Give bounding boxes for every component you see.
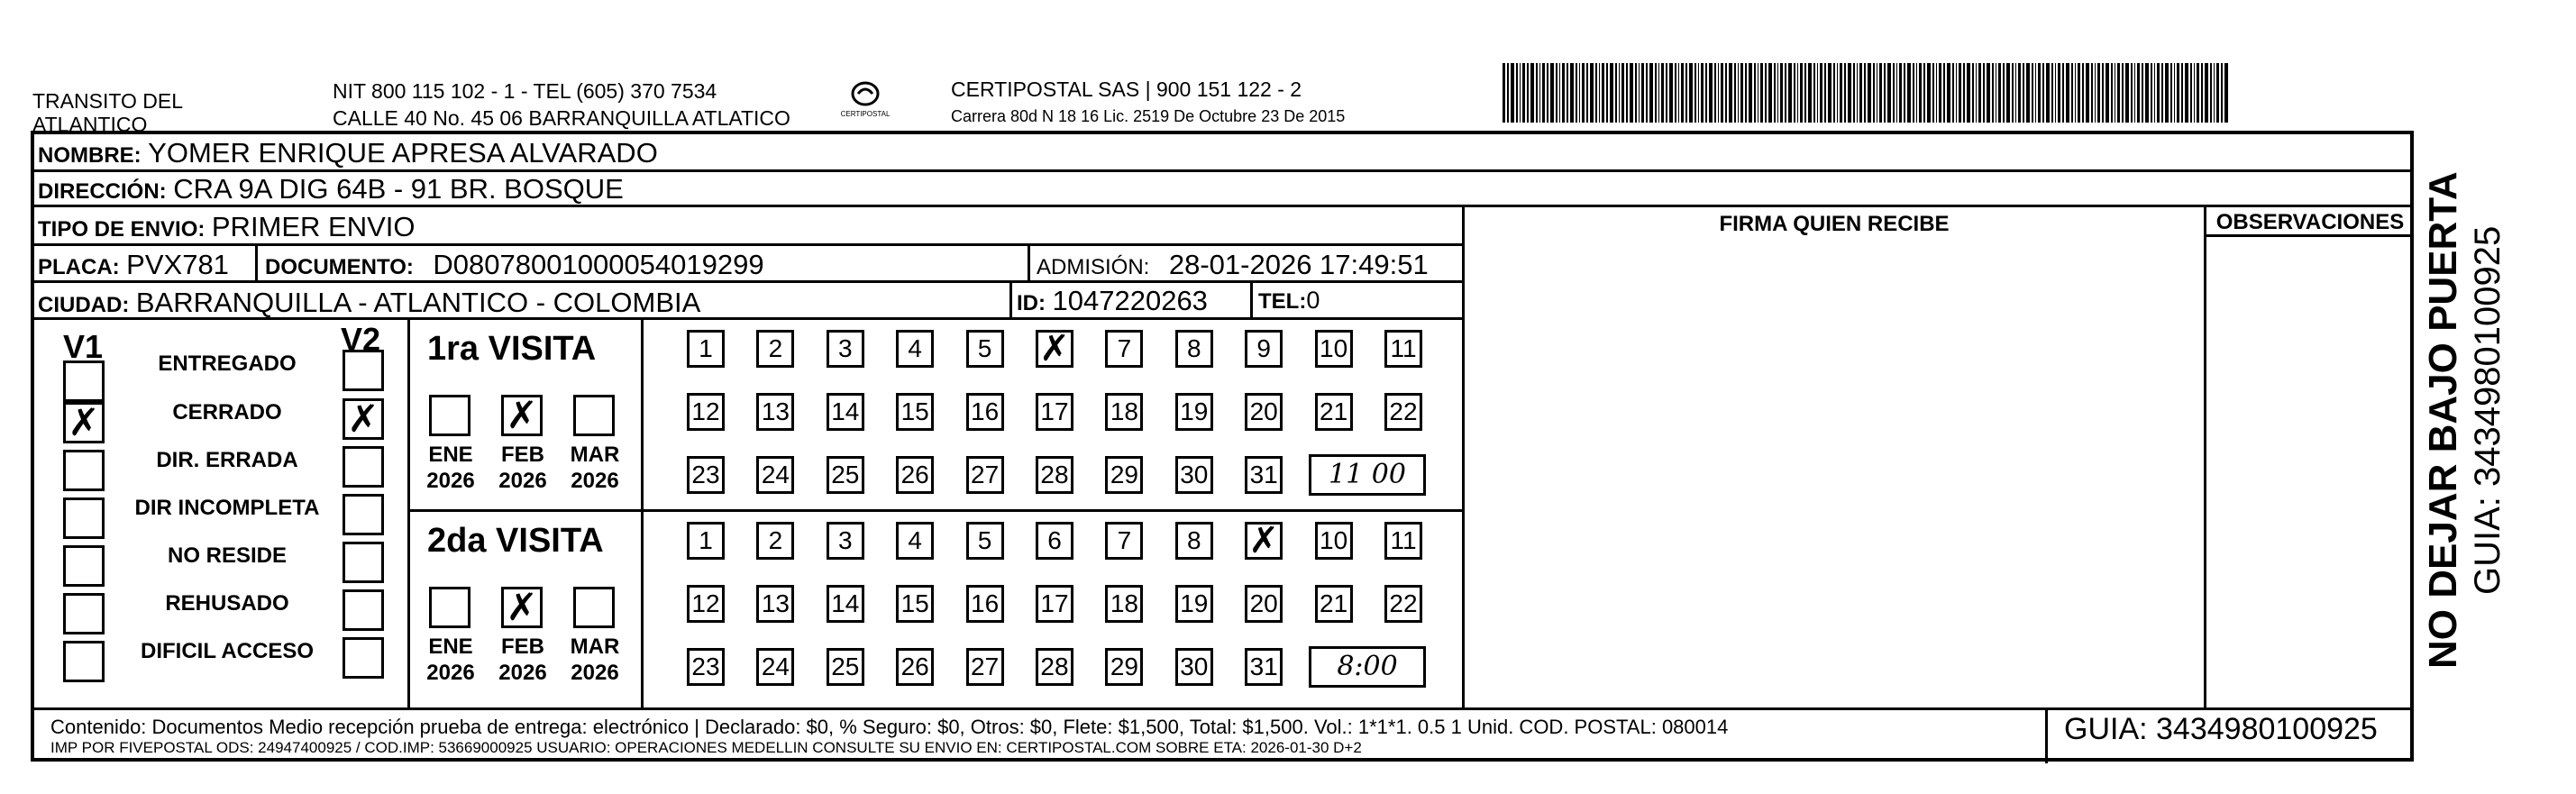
- month-label: [564, 634, 626, 686]
- cross-mark-icon: ✗: [1248, 520, 1279, 561]
- day-box[interactable]: 20: [1245, 585, 1283, 623]
- v1-checkbox[interactable]: [63, 545, 105, 587]
- ciudad-field: CIUDAD: BARRANQUILLA - ATLANTICO - COLOMBIA: [38, 287, 701, 318]
- v2-checkbox[interactable]: [343, 398, 384, 440]
- day-box[interactable]: 24: [756, 456, 794, 494]
- day-box[interactable]: 10: [1315, 522, 1353, 560]
- month-year: 2026: [426, 469, 475, 493]
- day-box[interactable]: 6: [1036, 522, 1073, 560]
- direccion-field: DIRECCIÓN: CRA 9A DIG 64B - 91 BR. BOSQUE: [38, 173, 624, 205]
- observaciones-header: OBSERVACIONES: [2215, 210, 2405, 234]
- nombre-field: NOMBRE: YOMER ENRIQUE APRESA ALVARADO: [38, 137, 658, 169]
- day-box[interactable]: 19: [1175, 393, 1213, 431]
- tel-field: TEL:0: [1258, 287, 1320, 314]
- day-box[interactable]: 16: [966, 393, 1004, 431]
- day-box[interactable]: 8: [1175, 522, 1213, 560]
- visit-time-box[interactable]: 11 00: [1309, 454, 1426, 496]
- month-checkbox[interactable]: [501, 395, 543, 436]
- cross-mark-icon: ✗: [1039, 328, 1070, 370]
- day-box[interactable]: 24: [756, 648, 794, 686]
- month-year: 2026: [498, 661, 547, 685]
- day-box[interactable]: 1: [687, 522, 725, 560]
- status-option-label: CERRADO: [172, 400, 282, 424]
- day-box[interactable]: 18: [1105, 585, 1143, 623]
- day-box[interactable]: 3: [827, 522, 864, 560]
- status-option-label: ENTREGADO: [158, 351, 297, 376]
- id-field: ID: 1047220263: [1017, 285, 1208, 316]
- day-box[interactable]: 31: [1245, 456, 1283, 494]
- day-box[interactable]: [1245, 522, 1283, 560]
- v2-checkbox[interactable]: [343, 542, 384, 583]
- guia-footer: GUIA: 3434980100925: [2064, 712, 2378, 746]
- month-year: 2026: [426, 661, 475, 685]
- day-box[interactable]: 17: [1036, 393, 1073, 431]
- v2-checkbox[interactable]: [343, 350, 384, 391]
- v1-checkbox[interactable]: [63, 360, 105, 402]
- day-box[interactable]: 15: [896, 393, 934, 431]
- day-box[interactable]: 28: [1036, 648, 1073, 686]
- v1-checkbox[interactable]: [63, 593, 105, 634]
- month-checkbox[interactable]: [573, 395, 615, 436]
- month-checkbox[interactable]: [573, 587, 615, 628]
- day-box[interactable]: 19: [1175, 585, 1213, 623]
- day-box[interactable]: 9: [1245, 330, 1283, 368]
- status-option-label: DIR INCOMPLETA: [134, 496, 320, 520]
- day-box[interactable]: 2: [756, 522, 794, 560]
- day-box[interactable]: 10: [1315, 330, 1353, 368]
- day-box[interactable]: 23: [687, 456, 725, 494]
- day-box[interactable]: 22: [1384, 585, 1422, 623]
- day-box[interactable]: 25: [827, 648, 864, 686]
- v1-checkbox[interactable]: [63, 450, 105, 491]
- cross-mark-icon: ✗: [347, 397, 379, 441]
- day-box[interactable]: 28: [1036, 456, 1073, 494]
- month-checkbox[interactable]: [501, 587, 543, 628]
- day-box[interactable]: 27: [966, 648, 1004, 686]
- day-box[interactable]: 30: [1175, 456, 1213, 494]
- day-box[interactable]: 7: [1105, 330, 1143, 368]
- day-box[interactable]: 20: [1245, 393, 1283, 431]
- v1-label: V1: [63, 328, 104, 365]
- admision-field: ADMISIÓN: 28-01-2026 17:49:51: [1037, 249, 1429, 280]
- day-box[interactable]: 29: [1105, 648, 1143, 686]
- v2-checkbox[interactable]: [343, 446, 384, 488]
- v1-checkbox[interactable]: [63, 641, 105, 682]
- status-option-label: REHUSADO: [165, 591, 289, 616]
- v2-checkbox[interactable]: [343, 494, 384, 535]
- day-box[interactable]: 12: [687, 393, 725, 431]
- day-box[interactable]: 16: [966, 585, 1004, 623]
- day-box[interactable]: 26: [896, 648, 934, 686]
- placa-field: PLACA: PVX781: [38, 249, 229, 280]
- imp-line: IMP POR FIVEPOSTAL ODS: 24947400925 / COD.IMP: 53669000925 USUARIO: OPERACIONES MEDELLIN CONSULTE SU ENVIO EN: CERTIPOSTAL.COM SOBRE ETA: 2026-01-30 D+2: [50, 739, 1362, 756]
- status-option-label: DIR. ERRADA: [156, 448, 298, 472]
- visit-title: 1ra VISITA: [427, 330, 597, 368]
- day-box[interactable]: 15: [896, 585, 934, 623]
- guia-side: GUIA: 3434980100925: [2468, 225, 2507, 595]
- month-label: [420, 634, 481, 686]
- cross-mark-icon: ✗: [506, 585, 538, 629]
- day-box[interactable]: 1: [687, 330, 725, 368]
- cross-mark-icon: ✗: [506, 393, 538, 437]
- day-box[interactable]: 30: [1175, 648, 1213, 686]
- day-box[interactable]: 11: [1384, 522, 1422, 560]
- month-label: [492, 442, 553, 494]
- barcode: [1503, 63, 2230, 123]
- day-box[interactable]: 21: [1315, 393, 1353, 431]
- day-box[interactable]: [1036, 330, 1073, 368]
- day-box[interactable]: 5: [966, 330, 1004, 368]
- v2-label: V2: [341, 321, 381, 358]
- contents-line: Contenido: Documentos Medio recepción prueba de entrega: electrónico | Declarado: $0, % Seguro: $0, Otros: $0, Flete: $1,500, Total: $1,500. Vol.: 1*1*1. 0.5 1 Unid. COD. POSTAL: 080014: [50, 716, 1729, 738]
- day-box[interactable]: 27: [966, 456, 1004, 494]
- day-box[interactable]: 4: [896, 330, 934, 368]
- month-name: FEB: [501, 634, 544, 659]
- day-box[interactable]: 17: [1036, 585, 1073, 623]
- v2-checkbox[interactable]: [343, 637, 384, 679]
- documento-field: DOCUMENTO: D08078001000054019299: [265, 249, 764, 280]
- day-box[interactable]: 14: [827, 393, 864, 431]
- day-box[interactable]: 21: [1315, 585, 1353, 623]
- day-box[interactable]: 5: [966, 522, 1004, 560]
- visit-time-box[interactable]: 8:00: [1309, 646, 1426, 688]
- cross-mark-icon: ✗: [68, 400, 100, 444]
- month-checkbox[interactable]: [429, 587, 470, 628]
- day-box[interactable]: 31: [1245, 648, 1283, 686]
- day-box[interactable]: 14: [827, 585, 864, 623]
- status-option-label: DIFICIL ACCESO: [140, 639, 314, 663]
- visit-title: 2da VISITA: [427, 522, 604, 560]
- day-box[interactable]: 18: [1105, 393, 1143, 431]
- v1-checkbox[interactable]: [63, 497, 105, 539]
- day-box[interactable]: 13: [756, 393, 794, 431]
- month-label: [492, 634, 553, 686]
- month-name: MAR: [570, 634, 620, 659]
- day-box[interactable]: 26: [896, 456, 934, 494]
- day-box[interactable]: 7: [1105, 522, 1143, 560]
- month-year: 2026: [571, 469, 619, 493]
- company-info: CERTIPOSTAL SAS | 900 151 122 - 2 Carrera 80d N 18 16 Lic. 2519 De Octubre 23 De 2015: [951, 78, 1346, 125]
- day-box[interactable]: 2: [756, 330, 794, 368]
- day-box[interactable]: 8: [1175, 330, 1213, 368]
- month-year: 2026: [498, 469, 547, 493]
- firma-header: FIRMA QUIEN RECIBE: [1719, 212, 1950, 236]
- certipostal-logo: CERTIPOSTAL: [836, 76, 894, 124]
- day-box[interactable]: 4: [896, 522, 934, 560]
- day-box[interactable]: 25: [827, 456, 864, 494]
- day-box[interactable]: 22: [1384, 393, 1422, 431]
- no-dejar-warning: NO DEJAR BAJO PUERTA: [2421, 171, 2465, 669]
- status-option-label: NO RESIDE: [167, 543, 288, 568]
- day-box[interactable]: 12: [687, 585, 725, 623]
- month-name: ENE: [428, 634, 473, 659]
- month-name: MAR: [570, 443, 620, 467]
- month-label: [564, 442, 626, 494]
- day-box[interactable]: 23: [687, 648, 725, 686]
- month-name: FEB: [501, 443, 544, 467]
- day-box[interactable]: 11: [1384, 330, 1422, 368]
- day-box[interactable]: 29: [1105, 456, 1143, 494]
- issuer-contact: NIT 800 115 102 - 1 - TEL (605) 370 7534 CALLE 40 No. 45 06 BARRANQUILLA ATLATICO: [333, 79, 790, 130]
- issuer-name: TRANSITO DEL ATLANTICO: [32, 89, 183, 136]
- day-box[interactable]: 13: [756, 585, 794, 623]
- month-name: ENE: [428, 443, 473, 467]
- month-year: 2026: [571, 661, 619, 685]
- day-box[interactable]: 3: [827, 330, 864, 368]
- month-checkbox[interactable]: [429, 395, 470, 436]
- v1-checkbox[interactable]: [63, 402, 105, 443]
- v2-checkbox[interactable]: [343, 589, 384, 631]
- tipo-envio-field: TIPO DE ENVIO: PRIMER ENVIO: [38, 211, 416, 242]
- month-label: [420, 442, 481, 494]
